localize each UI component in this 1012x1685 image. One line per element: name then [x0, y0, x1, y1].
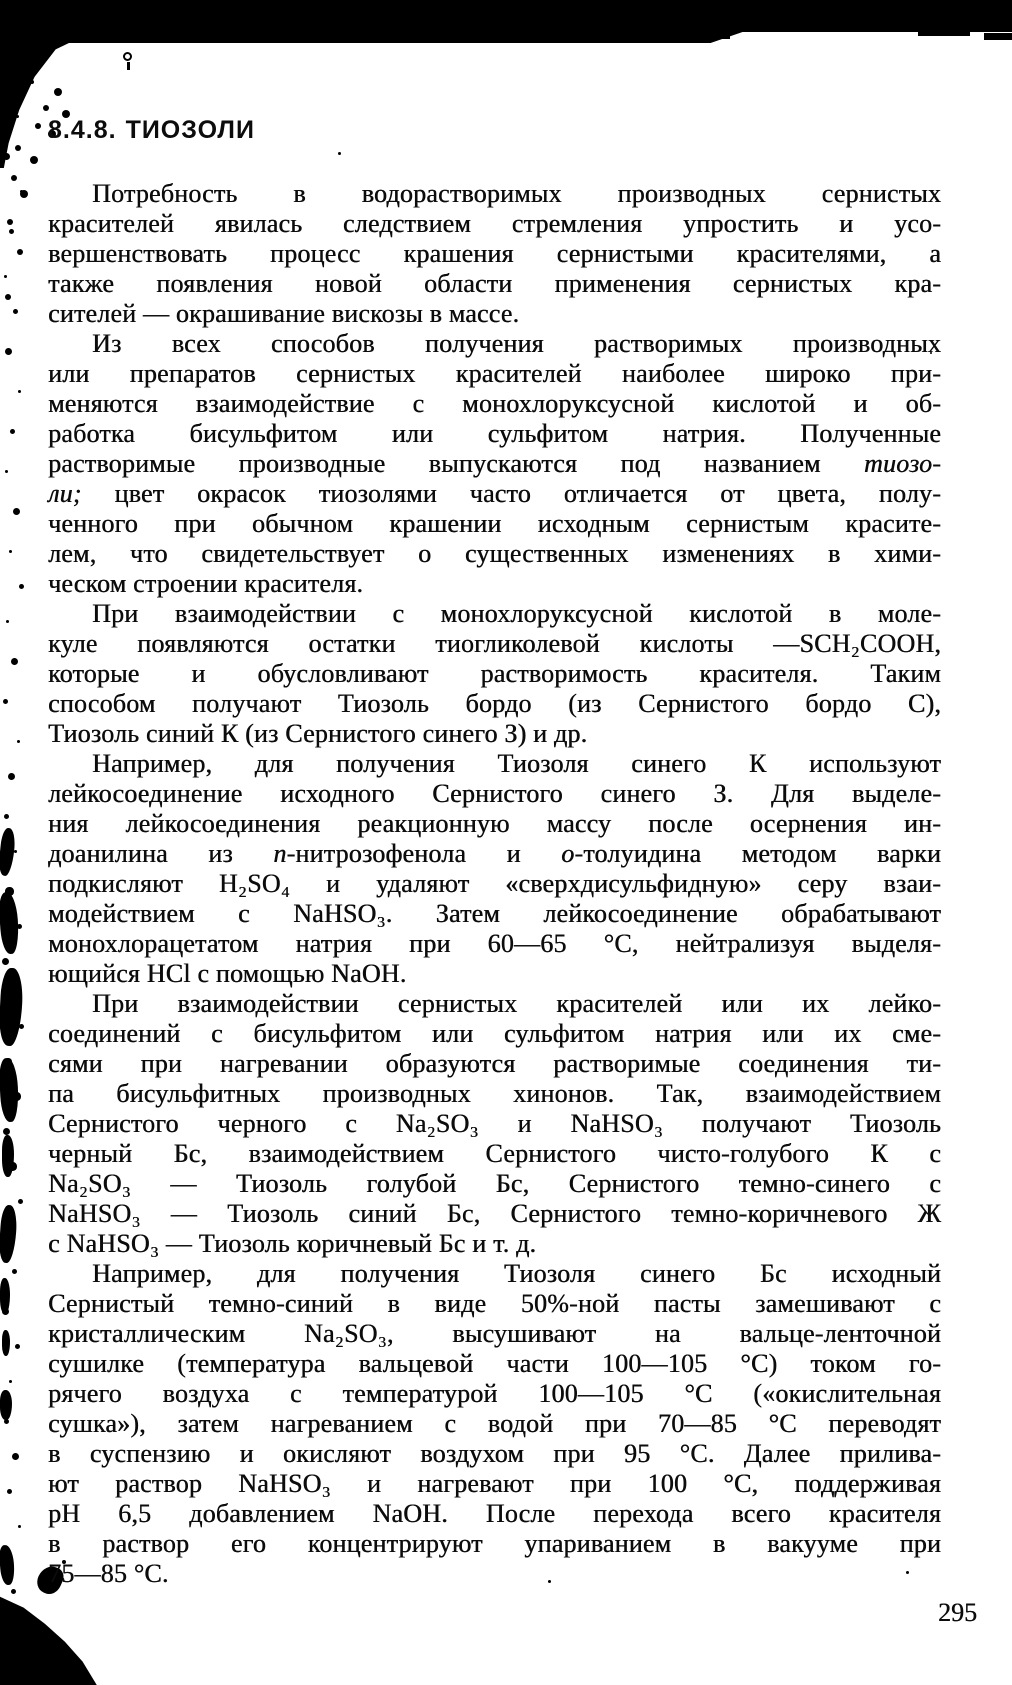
- text-line: [48, 1019, 941, 1049]
- text-segment: красителей явилась следствием стремления упростить и усо-: [48, 209, 941, 238]
- text-segment: которые и обусловливают растворимость красителя. Таким: [48, 659, 941, 688]
- text-segment: Тиозоль синий К (из Сернистого синего З) и др.: [48, 719, 588, 748]
- scan-artifact-bar-ragged: [575, 32, 615, 38]
- text-segment: цвет окрасок тиозолями часто отличается от цвета, полу-: [81, 479, 941, 508]
- text-line: [48, 509, 941, 539]
- text-segment: сителей — окрашивание вискозы в массе.: [48, 299, 520, 328]
- text-segment: Из всех способов получения растворимых производных: [92, 329, 941, 358]
- text-segment: ния лейкосоединения реакционную массу после осернения ин-: [48, 809, 941, 838]
- text-line: [48, 899, 941, 929]
- text-line: [48, 779, 941, 809]
- scan-artifact-ink-blotch: [0, 967, 24, 1046]
- scan-artifact-bar-ragged: [700, 35, 730, 39]
- scan-artifact-ink-blotch: [2, 1135, 14, 1177]
- scan-artifact-bar-ragged: [984, 33, 1012, 40]
- text-line: [48, 329, 941, 359]
- text-segment: монохлорацетатом натрия при 60—65 °С, нейтрализуя выделя-: [48, 929, 941, 958]
- text-line: [48, 299, 941, 329]
- text-segment: Сернистого черного с Na₂SO₃ и NaHSO₃ получают Тиозоль: [48, 1109, 941, 1138]
- text-line: [48, 959, 941, 989]
- text-line: [48, 689, 941, 719]
- italic-text-segment: о: [561, 839, 575, 868]
- text-line: [48, 1529, 941, 1559]
- text-line: [48, 1139, 941, 1169]
- text-line: [48, 1259, 941, 1289]
- text-segment: также появления новой области применения сернистых кра-: [48, 269, 941, 298]
- text-segment: Сернистый темно-синий в виде 50%-ной пасты замешивают с: [48, 1289, 941, 1318]
- italic-text-segment: тиозо-: [863, 449, 941, 478]
- text-line: [48, 539, 941, 569]
- italic-text-segment: ли;: [48, 479, 82, 508]
- text-segment: черный Бс, взаимодействием Сернистого чисто-голубого К с: [48, 1139, 941, 1168]
- scan-artifact-ink-blotch: [2, 1330, 10, 1356]
- page-number: 295: [938, 1598, 977, 1627]
- scan-artifact-bar-ragged: [165, 32, 203, 37]
- text-line: [48, 1439, 941, 1469]
- text-segment: ющийся HCl с помощью NaOH.: [48, 959, 407, 988]
- text-segment: лем, что свидетельствует о существенных изменениях в хими-: [48, 539, 941, 568]
- text-line: [48, 719, 941, 749]
- text-segment: способом получают Тиозоль бордо (из Сернистого бордо С),: [48, 689, 941, 718]
- paragraph: [48, 749, 941, 989]
- scan-artifact-ink-blotch: [0, 1390, 12, 1420]
- text-segment: работка бисульфитом или сульфитом натрия. Полученные: [48, 419, 941, 448]
- text-line: [48, 449, 941, 479]
- text-segment: с NaHSO₃ — Тиозоль коричневый Бс и т. д.: [48, 1229, 537, 1258]
- paragraph: [48, 989, 941, 1259]
- text-line: [48, 479, 941, 509]
- text-segment: сушка»), затем нагреванием с водой при 70—85 °С переводят: [48, 1409, 941, 1438]
- text-line: [48, 239, 941, 269]
- text-segment: Потребность в водорастворимых производных сернистых: [92, 179, 941, 208]
- section-title: ТИОЗОЛИ: [125, 116, 255, 144]
- text-line: [48, 599, 941, 629]
- scan-artifact-ink-blotch: [0, 1544, 16, 1585]
- text-segment: подкисляют H₂SO₄ и удаляют «сверхдисульфидную» серу взаи-: [48, 869, 941, 898]
- text-line: [48, 659, 941, 689]
- scan-artifact-bar-ragged: [918, 31, 970, 36]
- text-segment: Например, для получения Тиозоля синего К используют: [92, 749, 941, 778]
- section-heading: [48, 116, 255, 145]
- scan-artifact-bar-ragged: [395, 33, 450, 37]
- text-segment: pH 6,5 добавлением NaOH. После перехода всего красителя: [48, 1499, 941, 1528]
- text-segment: растворимые производные выпускаются под названием: [48, 449, 864, 478]
- text-segment: Na₂SO₃ — Тиозоль голубой Бс, Сернистого темно-синего с: [48, 1169, 941, 1198]
- scan-artifact-corner-wedge: [0, 30, 96, 168]
- text-segment: в раствор его концентрируют упариванием в вакууме при: [48, 1529, 941, 1558]
- text-segment: или препаратов сернистых красителей наиболее широко при-: [48, 359, 941, 388]
- scan-artifact-top-bar-left: [0, 0, 748, 43]
- text-segment: соединений с бисульфитом или сульфитом натрия или их сме-: [48, 1019, 941, 1048]
- scan-artifact-bottom-left-blob: [0, 1595, 118, 1685]
- italic-text-segment: п: [273, 839, 287, 868]
- text-line: [48, 989, 941, 1019]
- text-line: [48, 1169, 941, 1199]
- text-segment: сями при нагревании образуются растворимые соединения ти-: [48, 1049, 941, 1078]
- text-segment: лейкосоединение исходного Сернистого синего З. Для выделе-: [48, 779, 941, 808]
- text-segment: рячего воздуха с температурой 100—105 °С («окислительная: [48, 1379, 941, 1408]
- text-segment: куле появляются остатки тиогликолевой кислоты —SCH₂COOH,: [48, 629, 941, 658]
- scan-artifact-ink-blotch: [0, 1058, 20, 1123]
- text-line: [48, 209, 941, 239]
- text-line: [48, 569, 941, 599]
- text-line: [48, 1229, 941, 1259]
- text-line: [48, 269, 941, 299]
- text-segment: доанилина из: [48, 839, 274, 868]
- text-segment: ют раствор NaHSO₃ и нагревают при 100 °С, поддерживая: [48, 1469, 941, 1498]
- text-line: [48, 1409, 941, 1439]
- text-line: [48, 1469, 941, 1499]
- text-line: [48, 749, 941, 779]
- text-line: [48, 1289, 941, 1319]
- text-segment: меняются взаимодействие с монохлоруксусной кислотой и об-: [48, 389, 941, 418]
- text-line: [48, 179, 941, 209]
- text-segment: ческом строении красителя.: [48, 569, 364, 598]
- text-line: [48, 929, 941, 959]
- paragraph: [48, 179, 941, 329]
- text-line: [48, 839, 941, 869]
- text-line: [48, 629, 941, 659]
- text-segment: модействием с NaHSO₃. Затем лейкосоединение обрабатывают: [48, 899, 941, 928]
- text-line: [48, 1379, 941, 1409]
- text-segment: вершенствовать процесс крашения сернистыми красителями, а: [48, 239, 941, 268]
- text-line: [48, 1109, 941, 1139]
- paragraph: [48, 1259, 941, 1589]
- paragraph: [48, 329, 941, 599]
- text-segment: ченного при обычном крашении исходным сернистым красите-: [48, 509, 941, 538]
- text-segment: в суспензию и окисляют воздухом при 95 °С. Далее прилива-: [48, 1439, 941, 1468]
- text-line: [48, 359, 941, 389]
- text-line: [48, 1319, 941, 1349]
- scan-artifact-corner-fringe: [30, 80, 34, 84]
- text-segment: При взаимодействии с монохлоруксусной кислотой в моле-: [92, 599, 941, 628]
- section-number: 8.4.8.: [48, 116, 117, 144]
- text-line: [48, 809, 941, 839]
- text-line: [48, 1079, 941, 1109]
- text-line: [48, 1349, 941, 1379]
- text-line: [48, 1559, 941, 1589]
- text-segment: сушилке (температура вальцевой части 100—105 °С) током го-: [48, 1349, 941, 1378]
- text-segment: NaHSO₃ — Тиозоль синий Бс, Сернистого темно-коричневого Ж: [48, 1199, 941, 1228]
- scan-artifact-ink-blotch: [0, 891, 20, 954]
- body-text: [48, 179, 941, 1589]
- scan-artifact-left-edge-speckles: [2, 60, 5, 63]
- scan-artifact-ink-blotch: [0, 1278, 10, 1314]
- text-line: [48, 869, 941, 899]
- text-segment: -нитрозофенола и: [286, 839, 562, 868]
- text-segment: Например, для получения Тиозоля синего Бс исходный: [92, 1259, 941, 1288]
- scan-artifact-ink-blotch: [0, 827, 16, 876]
- text-segment: кристаллическим Na₂SO₃, высушивают на вальце-ленточной: [48, 1319, 941, 1348]
- paragraph: [48, 599, 941, 749]
- text-line: [48, 389, 941, 419]
- text-segment: При взаимодействии сернистых красителей или их лейко-: [92, 989, 941, 1018]
- scan-artifact-small-mark: [123, 52, 132, 61]
- text-line: [48, 1499, 941, 1529]
- text-line: [48, 419, 941, 449]
- text-line: [48, 1049, 941, 1079]
- scan-artifact-ink-blotch: [0, 1205, 18, 1264]
- scan-artifact-dot: [338, 152, 341, 155]
- text-segment: -толуидина методом варки: [574, 839, 941, 868]
- text-segment: 75—85 °С.: [48, 1559, 169, 1588]
- text-line: [48, 1199, 941, 1229]
- text-segment: па бисульфитных производных хинонов. Так, взаимодействием: [48, 1079, 941, 1108]
